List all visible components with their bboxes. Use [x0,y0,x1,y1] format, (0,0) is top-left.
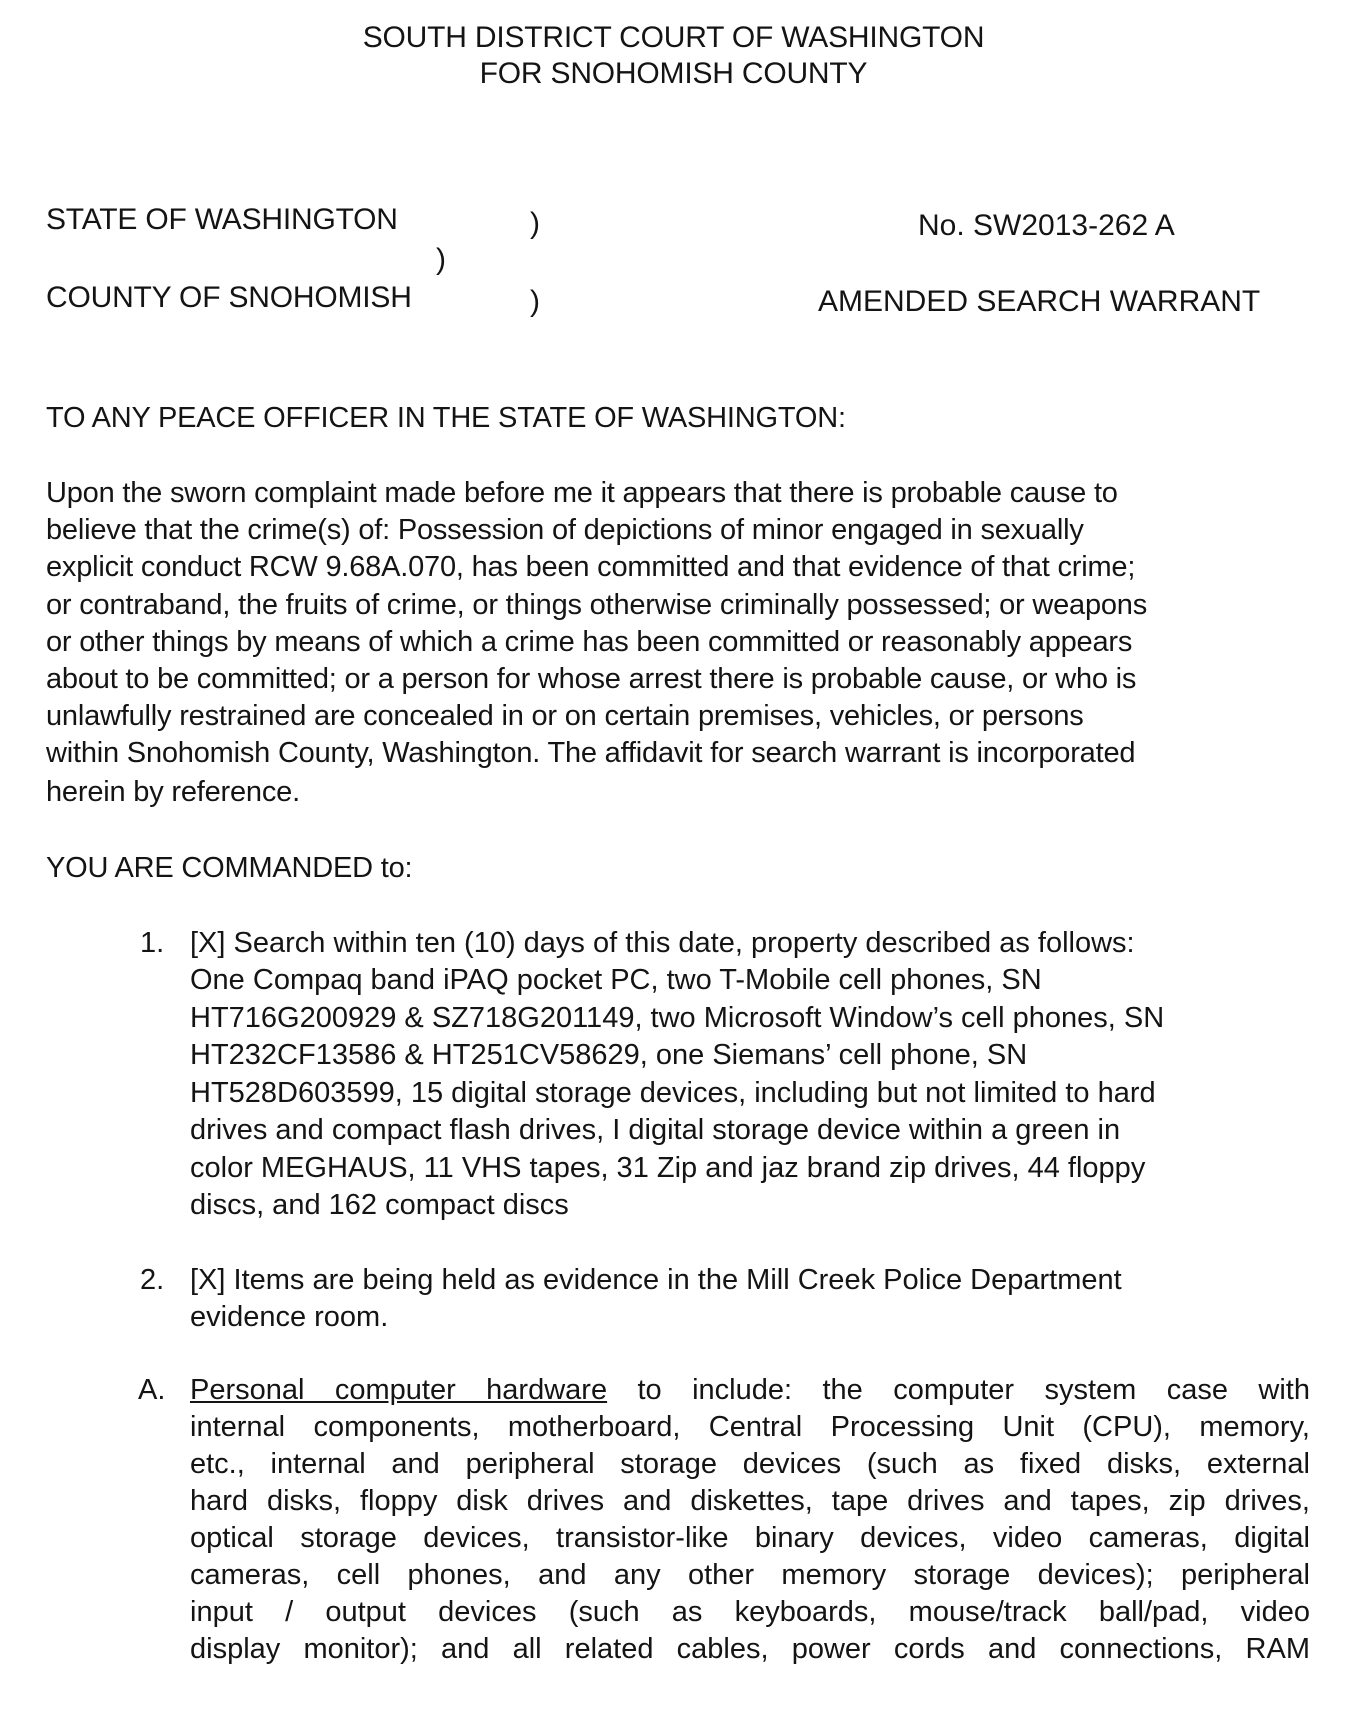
item-line: HT528D603599, 15 digital storage devices, including but not limited to hard [190,1077,1156,1109]
item-line: cameras, cell phones, and any other memory storage devices); peripheral [190,1559,1310,1591]
case-number: No. SW2013-262 A [918,209,1175,242]
complaint-line: explicit conduct RCW 9.68A.070, has been committed and that evidence of that crime; [46,551,1136,583]
item-line: internal components, motherboard, Central Processing Unit (CPU), memory, [190,1411,1310,1443]
item-a-heading: Personal computer hardware [190,1374,608,1406]
salutation: TO ANY PEACE OFFICER IN THE STATE OF WASHINGTON: [46,402,846,434]
item-line: One Compaq band iPAQ pocket PC, two T-Mobile cell phones, SN [190,964,1042,996]
item-number: 1. [140,927,165,959]
item-line: [X] Search within ten (10) days of this date, property described as follows: [190,927,1135,959]
item-line: hard disks, floppy disk drives and diskettes, tape drives and tapes, zip drives, [190,1485,1310,1517]
item-line: discs, and 162 compact discs [190,1189,569,1221]
caption-state: STATE OF WASHINGTON [46,203,398,236]
item-line: input / output devices (such as keyboards, mouse/track ball/pad, video [190,1596,1310,1628]
complaint-line: or other things by means of which a crime has been committed or reasonably appears [46,626,1133,658]
item-letter: A. [138,1374,166,1406]
complaint-line: or contraband, the fruits of crime, or things otherwise criminally possessed; or weapons [46,589,1148,621]
item-line: HT232CF13586 & HT251CV58629, one Siemans’ cell phone, SN [190,1039,1028,1071]
item-line: HT716G200929 & SZ718G201149, two Microsoft Window’s cell phones, SN [190,1002,1165,1034]
commanded-heading: YOU ARE COMMANDED to: [46,852,413,884]
item-line: [X] Items are being held as evidence in the Mill Creek Police Department [190,1264,1122,1296]
caption-county: COUNTY OF SNOHOMISH [46,281,412,314]
caption-paren-1: ) [530,207,540,240]
item-line: optical storage devices, transistor-like binary devices, video cameras, digital [190,1522,1310,1554]
court-county: FOR SNOHOMISH COUNTY [479,57,868,90]
item-line: drives and compact flash drives, I digital storage device within a green in [190,1114,1121,1146]
item-a-first-line [190,1372,1310,1408]
caption-paren-3: ) [530,285,540,318]
complaint-line: unlawfully restrained are concealed in or on certain premises, vehicles, or persons [46,700,1084,732]
caption-paren-2: ) [436,243,446,276]
complaint-line: believe that the crime(s) of: Possession of depictions of minor engaged in sexually [46,514,1084,546]
document-title: AMENDED SEARCH WARRANT [818,285,1261,318]
item-line: color MEGHAUS, 11 VHS tapes, 31 Zip and jaz brand zip drives, 44 floppy [190,1152,1146,1184]
complaint-line: within Snohomish County, Washington. The affidavit for search warrant is incorporated [46,737,1136,769]
complaint-line: about to be committed; or a person for whose arrest there is probable cause, or who is [46,663,1137,695]
item-line: etc., internal and peripheral storage devices (such as fixed disks, external [190,1448,1310,1480]
complaint-line: herein by reference. [46,776,300,808]
item-line: evidence room. [190,1301,389,1333]
complaint-line: Upon the sworn complaint made before me it appears that there is probable cause to [46,477,1118,509]
item-line: display monitor); and all related cables, power cords and connections, RAM [190,1633,1310,1665]
item-number: 2. [140,1264,165,1296]
item-a-first-line-rest: to include: the computer system case with [607,1374,1310,1406]
court-name: SOUTH DISTRICT COURT OF WASHINGTON [362,21,985,54]
